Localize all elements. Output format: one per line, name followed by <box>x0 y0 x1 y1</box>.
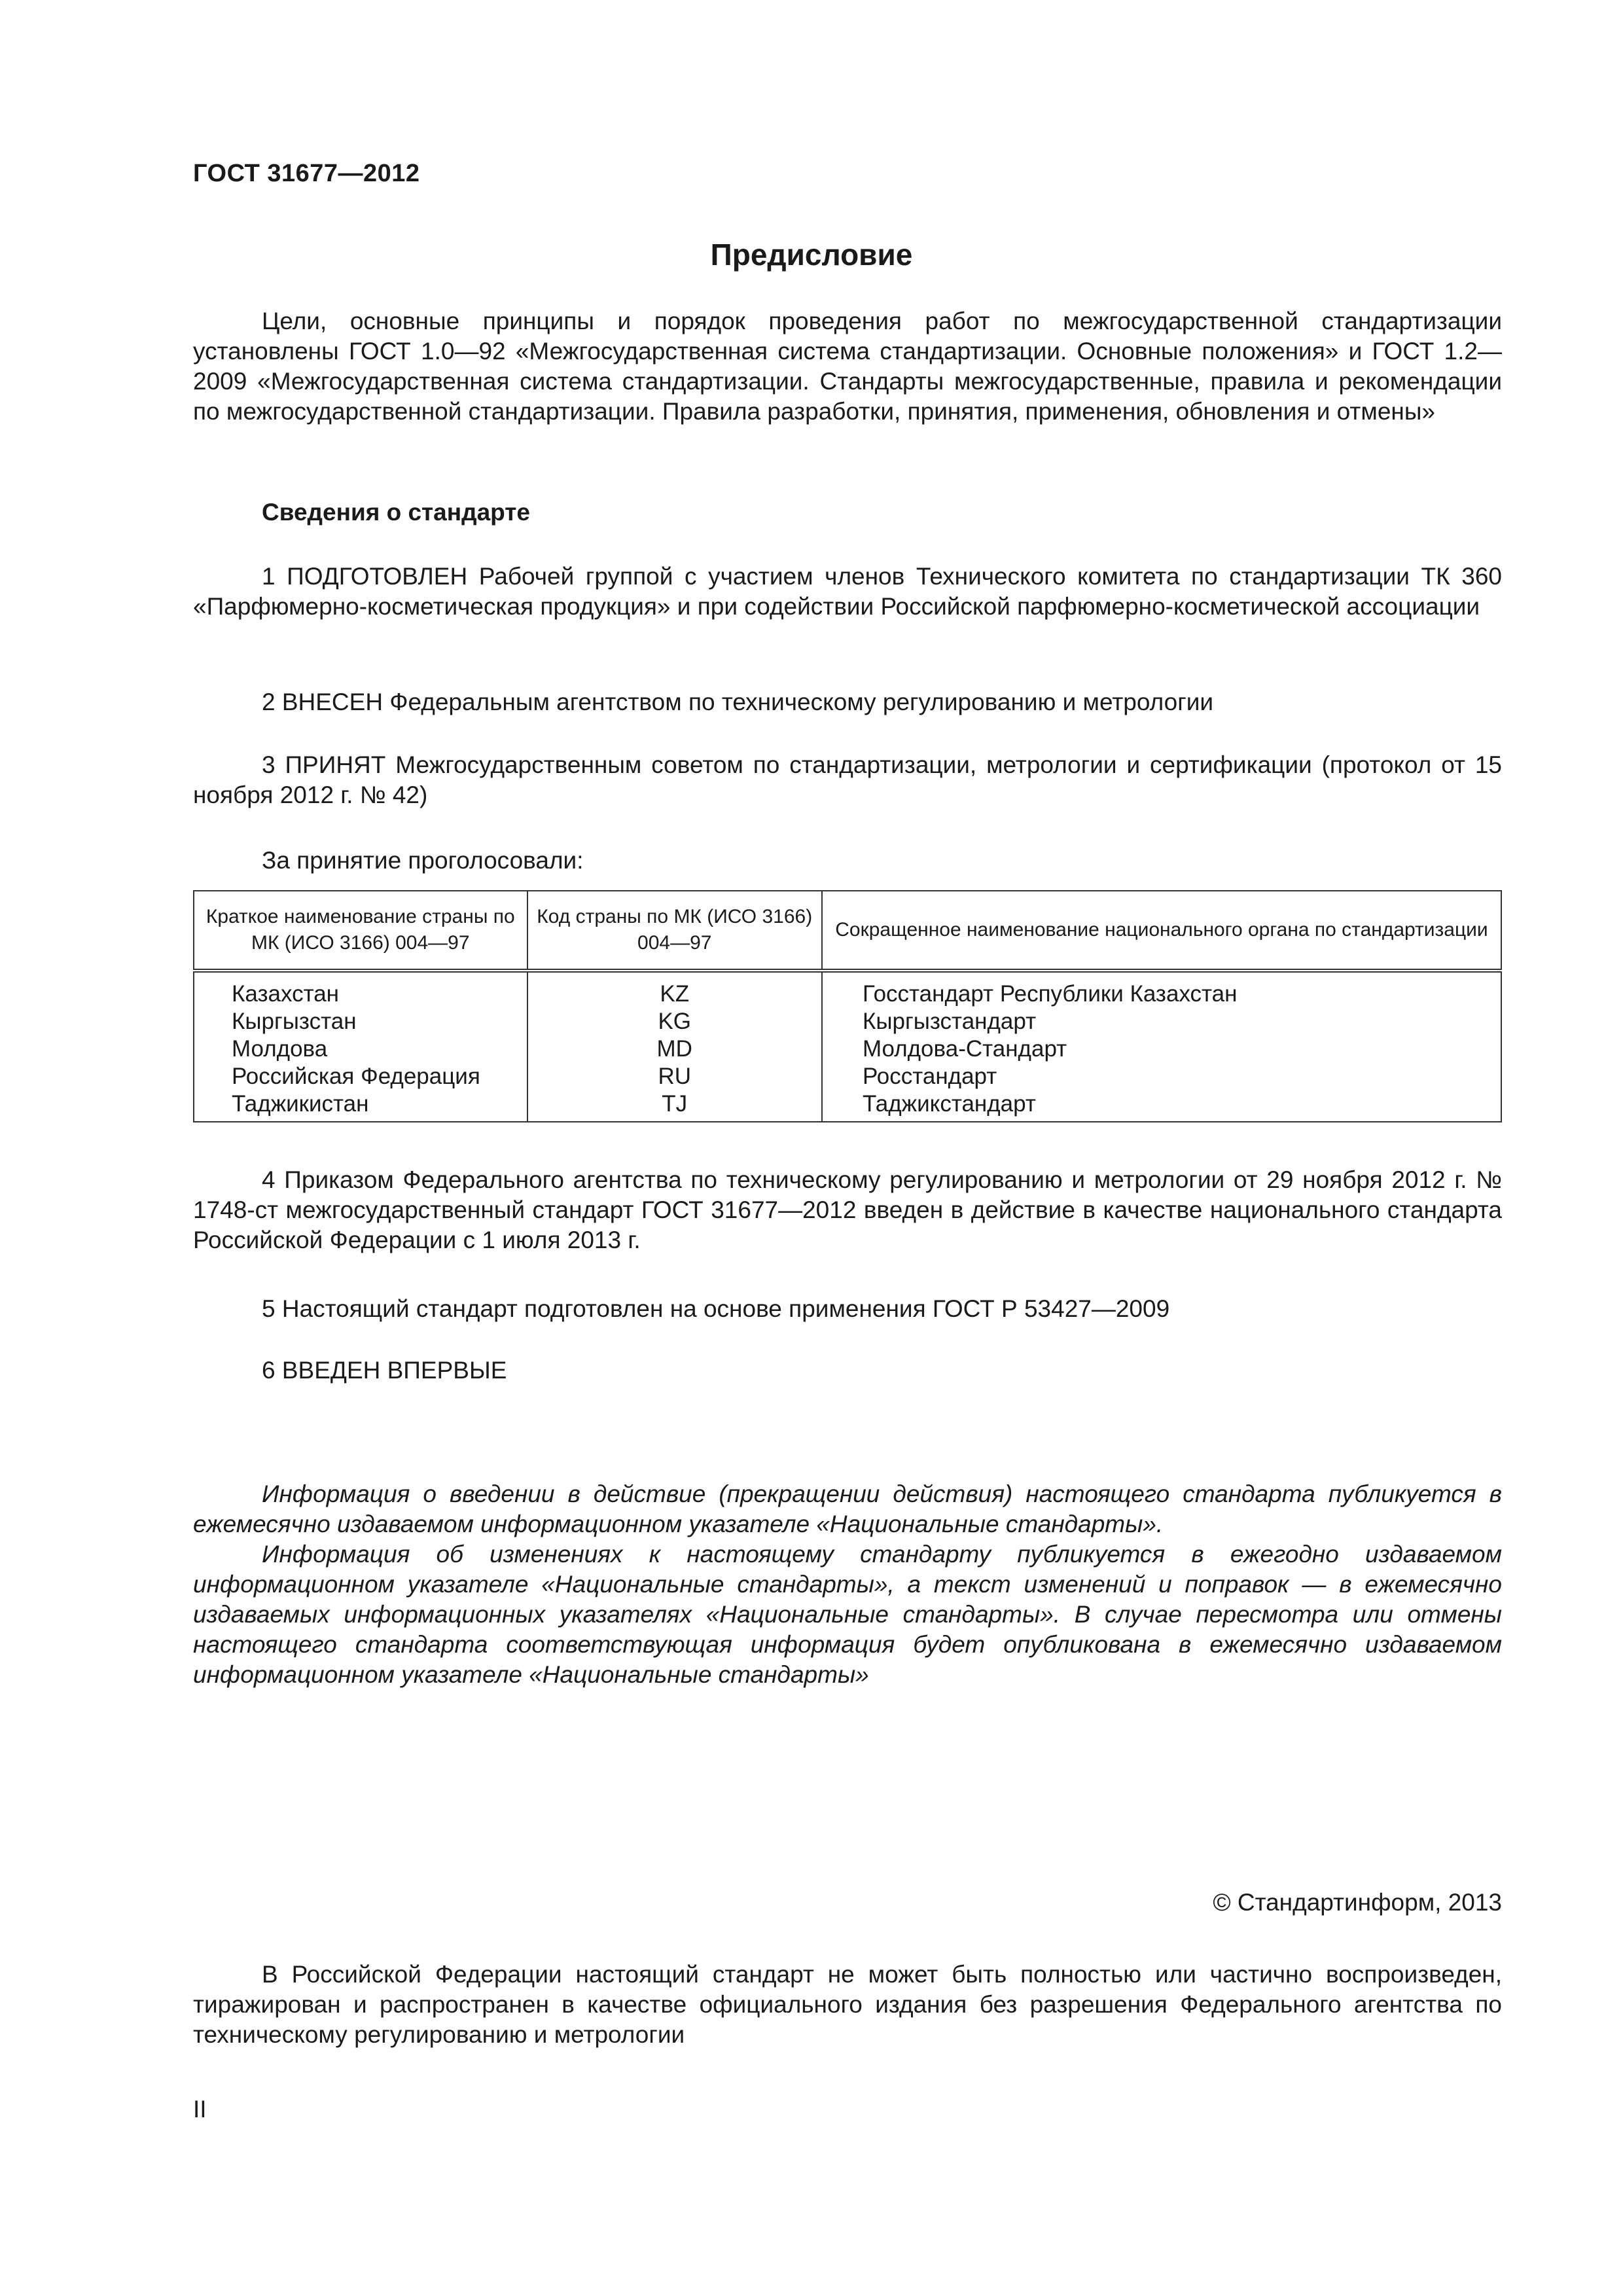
page-number: II <box>193 2096 207 2123</box>
section-heading-block <box>193 497 1502 528</box>
table-cell: TJ <box>662 1091 688 1117</box>
document-code: ГОСТ 31677—2012 <box>193 160 420 187</box>
table-cell: Госстандарт Республики Казахстан <box>862 981 1238 1007</box>
item-1-block <box>193 562 1502 622</box>
table-cell: KG <box>658 1009 692 1034</box>
intro-paragraph: Цели, основные принципы и порядок проведения работ по межгосударственной стандартизации установлены ГОСТ 1.0—92 «Межгосударственная система стандартизации. Основные положения» и ГОСТ 1.2—2009 «Межгосударственная система стандартизации. Стандарты межгосударственные, правила и рекомендации по межгосударственной стандартизации. Правила разработки, принятия, применения, обновления и отмены» <box>193 308 1502 425</box>
item-6: 6 ВВЕДЕН ВПЕРВЫЕ <box>262 1357 507 1384</box>
table-cell: Молдова-Стандарт <box>862 1036 1067 1062</box>
table-cell: Российская Федерация <box>232 1064 480 1089</box>
country-code-column <box>527 971 822 1122</box>
header-country-code: Код страны по МК (ИСО 3166) 004—97 <box>527 891 822 971</box>
vote-label: За принятие проголосовали: <box>262 847 584 874</box>
intro-block <box>193 306 1502 427</box>
table-body <box>194 971 1501 1122</box>
country-name-column <box>194 971 527 1122</box>
table-header-row <box>194 891 1501 971</box>
item-2-block <box>193 687 1502 717</box>
info-block <box>193 1479 1502 1690</box>
item-6-block <box>193 1355 1502 1386</box>
table-cell: RU <box>658 1064 692 1089</box>
table-cell: Таджикстандарт <box>862 1091 1036 1117</box>
info-paragraph-2: Информация об изменениях к настоящему стандарту публикуется в ежегодно издаваемом информационном указателе «Национальные стандарты», а текст изменений и поправок — в ежемесячно издаваемых информационных указателях «Национальные стандарты». В случае пересмотра или отмены настоящего стандарта соответствующая информация будет опубликована в ежемесячно издаваемом информационном указателе «Национальные стандарты» <box>193 1541 1502 1688</box>
item-1: 1 ПОДГОТОВЛЕН Рабочей группой с участием членов Технического комитета по стандартизации ТК 360 «Парфюмерно-косметическая продукция» и при содействии Российской парфюмерно-косметической ассоциации <box>193 563 1502 620</box>
item-4: 4 Приказом Федерального агентства по техническому регулированию и метрологии от 29 ноября 2012 г. № 1748-ст межгосударственный стандарт ГОСТ 31677—2012 введен в действие в качестве национального стандарта Российской Федерации с 1 июля 2013 г. <box>193 1166 1502 1253</box>
table-cell: Кыргызстан <box>232 1009 357 1034</box>
item-5: 5 Настоящий стандарт подготовлен на основе применения ГОСТ Р 53427—2009 <box>262 1295 1170 1322</box>
page-title: Предисловие <box>710 238 913 272</box>
national-body-column <box>822 971 1501 1122</box>
table-cell: Росстандарт <box>862 1064 997 1089</box>
rights-paragraph: В Российской Федерации настоящий стандарт не может быть полностью или частично воспроизведен, тиражирован и распространен в качестве официального издания без разрешения Федерального агентства по техническому регулированию и метрологии <box>193 1961 1502 2048</box>
rights-block <box>193 1960 1502 2050</box>
item-3: 3 ПРИНЯТ Межгосударственным советом по стандартизации, метрологии и сертификации (протокол от 15 ноября 2012 г. № 42) <box>193 751 1502 808</box>
table-cell: Молдова <box>232 1036 328 1062</box>
info-paragraph-1: Информация о введении в действие (прекращении действия) настоящего стандарта публикуется в ежемесячно издаваемом информационном указателе «Национальные стандарты». <box>193 1480 1502 1537</box>
table-cell: Казахстан <box>232 981 340 1007</box>
item-4-block <box>193 1165 1502 1255</box>
copyright-notice: © Стандартинформ, 2013 <box>1213 1889 1502 1916</box>
item-2: 2 ВНЕСЕН Федеральным агентством по техническому регулированию и метрологии <box>262 689 1214 715</box>
voting-table <box>193 890 1502 1122</box>
header-national-body: Сокращенное наименование национального органа по стандартизации <box>822 891 1501 971</box>
item-5-block <box>193 1294 1502 1324</box>
header-country-name: Краткое наименование страны по МК (ИСО 3166) 004—97 <box>194 891 527 971</box>
table-cell: Таджикистан <box>232 1091 369 1117</box>
table-cell: MD <box>656 1036 692 1062</box>
table-cell: Кыргызстандарт <box>862 1009 1037 1034</box>
section-heading: Сведения о стандарте <box>262 499 530 526</box>
table-cell: KZ <box>660 981 690 1007</box>
item-3-block <box>193 750 1502 810</box>
vote-label-block <box>193 846 1502 876</box>
